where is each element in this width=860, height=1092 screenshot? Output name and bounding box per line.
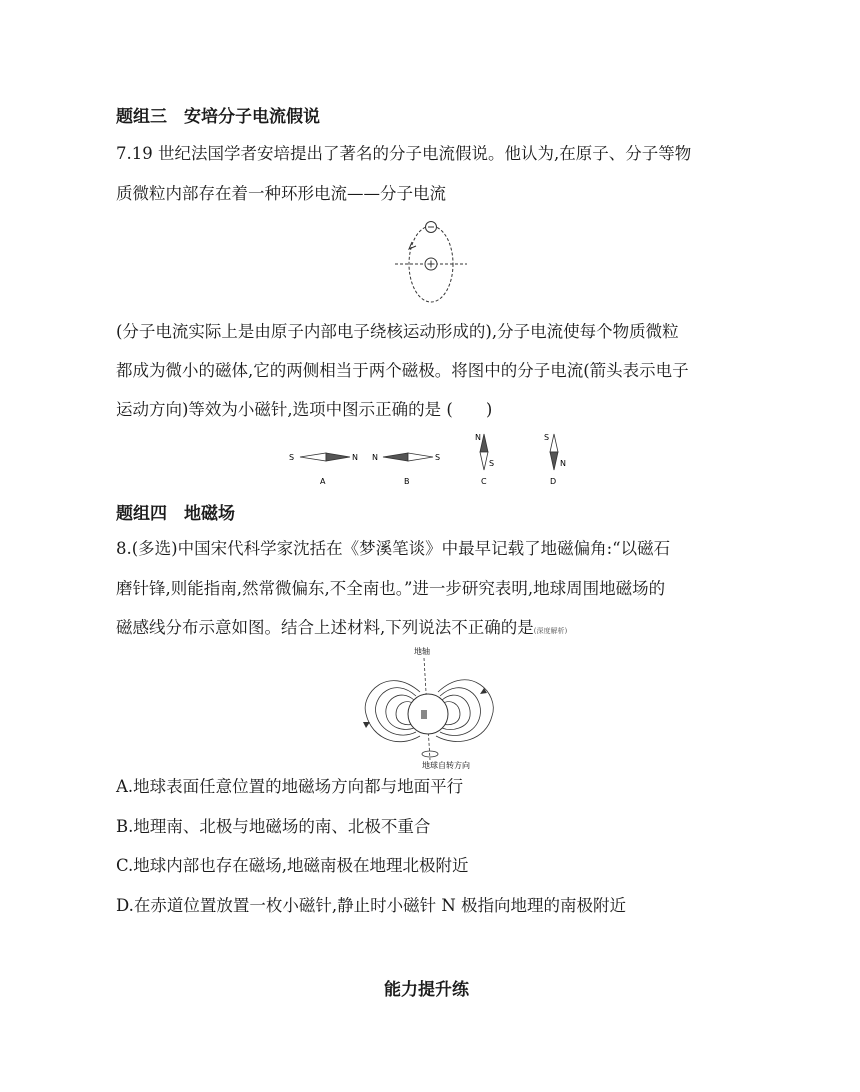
option-d-needle: [544, 433, 566, 486]
option-c-needle: [475, 433, 494, 486]
option-a-needle: [289, 453, 358, 486]
q7-line-3: (分子电流实际上是由原子内部电子绕核运动形成的),分子电流使每个物质微粒: [116, 322, 679, 341]
rotation-label: 地球自转方向: [422, 761, 470, 770]
q8-choice-d: D.在赤道位置放置一枚小磁针,静止时小磁针 N 极指向地理的南极附近: [116, 896, 627, 915]
group3-heading: 题组三 安培分子电流假说: [116, 107, 320, 127]
q8-line-1: 8.(多选)中国宋代科学家沈括在《梦溪笔谈》中最早记载了地磁偏角:“以磁石: [116, 539, 671, 558]
magnet-core: [421, 710, 427, 719]
svg-text:S: S: [289, 453, 295, 462]
q8-line-2: 磨针锋,则能指南,然常微偏东,不全南也。”进一步研究表明,地球周围地磁场的: [116, 579, 666, 598]
svg-text:D: D: [550, 477, 557, 486]
option-b-needle: [372, 453, 440, 486]
q7-line-4: 都成为微小的磁体,它的两侧相当于两个磁极。将图中的分子电流(箭头表示电子: [116, 361, 689, 380]
q8-line-3-text: 磁感线分布示意如图。结合上述材料,下列说法不正确的是: [116, 618, 534, 637]
q8-choice-a: A.地球表面任意位置的地磁场方向都与地面平行: [116, 777, 464, 796]
svg-text:N: N: [372, 453, 378, 462]
section-heading: 能力提升练: [384, 980, 469, 1000]
q8-choice-c: C.地球内部也存在磁场,地磁南极在地理北极附近: [116, 856, 469, 875]
q7-line-1: 7.19 世纪法国学者安培提出了著名的分子电流假说。他认为,在原子、分子等物: [116, 144, 692, 163]
svg-text:S: S: [544, 433, 550, 442]
svg-text:N: N: [475, 433, 481, 442]
group4-heading: 题组四 地磁场: [116, 504, 235, 524]
q8-choice-b: B.地理南、北极与地磁场的南、北极不重合: [116, 817, 431, 836]
svg-text:S: S: [435, 453, 441, 462]
deep-analysis-tag: (深度解析): [533, 627, 568, 635]
svg-text:A: A: [320, 477, 326, 486]
q7-line-5: 运动方向)等效为小磁针,选项中图示正确的是 ( ): [116, 400, 493, 419]
axis-label: 地轴: [414, 647, 430, 656]
q7-options-figure: [288, 430, 578, 490]
earth-magnetic-field-figure: [358, 644, 504, 772]
earth-icon: [408, 694, 448, 734]
q7-line-2: 质微粒内部存在着一种环形电流——分子电流: [116, 184, 446, 203]
svg-text:C: C: [481, 477, 487, 486]
svg-text:N: N: [352, 453, 358, 462]
svg-text:S: S: [489, 459, 495, 468]
molecular-current-figure: [395, 218, 467, 306]
svg-text:N: N: [560, 459, 566, 468]
q8-line-3: [116, 620, 567, 637]
svg-text:B: B: [404, 477, 410, 486]
